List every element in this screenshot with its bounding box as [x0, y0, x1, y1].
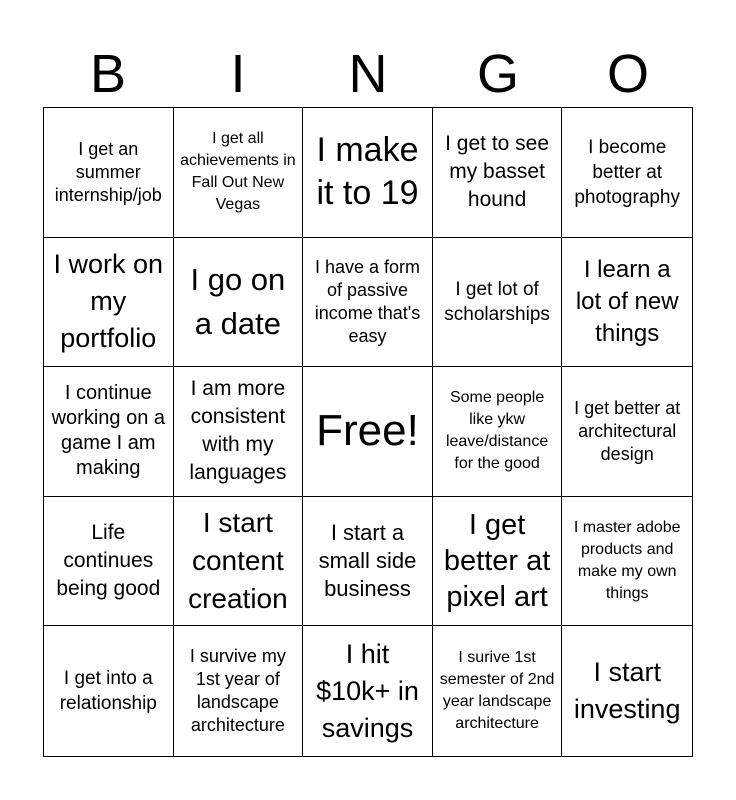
cell-text: I become better at photography — [574, 136, 681, 208]
cell-text: I go on a date — [190, 261, 286, 341]
cell-text: I get an summer internship/job — [54, 138, 162, 205]
cell-text: I have a form of passive income that's easy — [314, 256, 421, 346]
bingo-cell-r2-c2[interactable] — [174, 238, 304, 368]
bingo-cell-r4-c2[interactable] — [174, 497, 304, 627]
header-letter-o: O — [606, 44, 649, 104]
bingo-cell-r4-c5[interactable] — [562, 497, 692, 627]
free-space-text: Free! — [316, 406, 419, 456]
cell-text: I start a small side business — [318, 520, 417, 602]
bingo-board — [43, 107, 693, 757]
bingo-cell-r4-c1[interactable] — [44, 497, 174, 627]
bingo-cell-r4-c4[interactable] — [433, 497, 563, 627]
header-letter-g: G — [476, 44, 519, 104]
cell-text: I work on my portfolio — [53, 249, 164, 354]
cell-text: I make it to 19 — [316, 131, 419, 213]
cell-text: Some people like ykw leave/distance for the good — [445, 389, 549, 473]
cell-text: I learn a lot of new things — [575, 255, 679, 347]
bingo-cell-r2-c3[interactable] — [303, 238, 433, 368]
header-letter-b: B — [89, 44, 127, 104]
bingo-cell-r1-c3[interactable] — [303, 108, 433, 238]
bingo-cell-r5-c4[interactable] — [433, 626, 563, 756]
cell-text: Life continues being good — [56, 521, 161, 601]
bingo-header — [43, 40, 693, 108]
cell-text: I start investing — [573, 657, 681, 725]
bingo-cell-r1-c4[interactable] — [433, 108, 563, 238]
bingo-cell-r3-c5[interactable] — [562, 367, 692, 497]
bingo-cell-r5-c5[interactable] — [562, 626, 692, 756]
bingo-cell-r3-c2[interactable] — [174, 367, 304, 497]
cell-text: I master adobe products and make my own things — [573, 519, 681, 603]
bingo-cell-r4-c3[interactable] — [303, 497, 433, 627]
cell-text: I get all achievements in Fall Out New Vegas — [180, 130, 296, 214]
cell-text: I start content creation — [188, 507, 288, 615]
bingo-cell-r3-c4[interactable] — [433, 367, 563, 497]
cell-text: I surive 1st semester of 2nd year landscape architecture — [439, 649, 555, 733]
bingo-cell-r3-c1[interactable] — [44, 367, 174, 497]
cell-text: I get into a relationship — [59, 668, 157, 715]
cell-text: I survive my 1st year of landscape architecture — [189, 646, 286, 736]
bingo-cell-r2-c1[interactable] — [44, 238, 174, 368]
cell-text: I get to see my basset hound — [445, 132, 550, 212]
cell-text: I am more consistent with my languages — [189, 377, 287, 485]
bingo-cell-r2-c4[interactable] — [433, 238, 563, 368]
bingo-cell-free[interactable] — [303, 367, 433, 497]
cell-text: I continue working on a game I am making — [51, 382, 165, 480]
header-letter-i: I — [230, 44, 246, 104]
bingo-cell-r5-c2[interactable] — [174, 626, 304, 756]
bingo-cell-r5-c1[interactable] — [44, 626, 174, 756]
cell-text: I hit $10k+ in savings — [316, 638, 419, 743]
bingo-cell-r1-c5[interactable] — [562, 108, 692, 238]
bingo-cell-r1-c2[interactable] — [174, 108, 304, 238]
bingo-cell-r5-c3[interactable] — [303, 626, 433, 756]
cell-text: I get better at architectural design — [574, 397, 681, 464]
header-letter-n: N — [348, 44, 388, 104]
cell-text: I get better at pixel art — [443, 509, 551, 614]
bingo-cell-r2-c5[interactable] — [562, 238, 692, 368]
bingo-cell-r1-c1[interactable] — [44, 108, 174, 238]
cell-text: I get lot of scholarships — [444, 278, 550, 325]
